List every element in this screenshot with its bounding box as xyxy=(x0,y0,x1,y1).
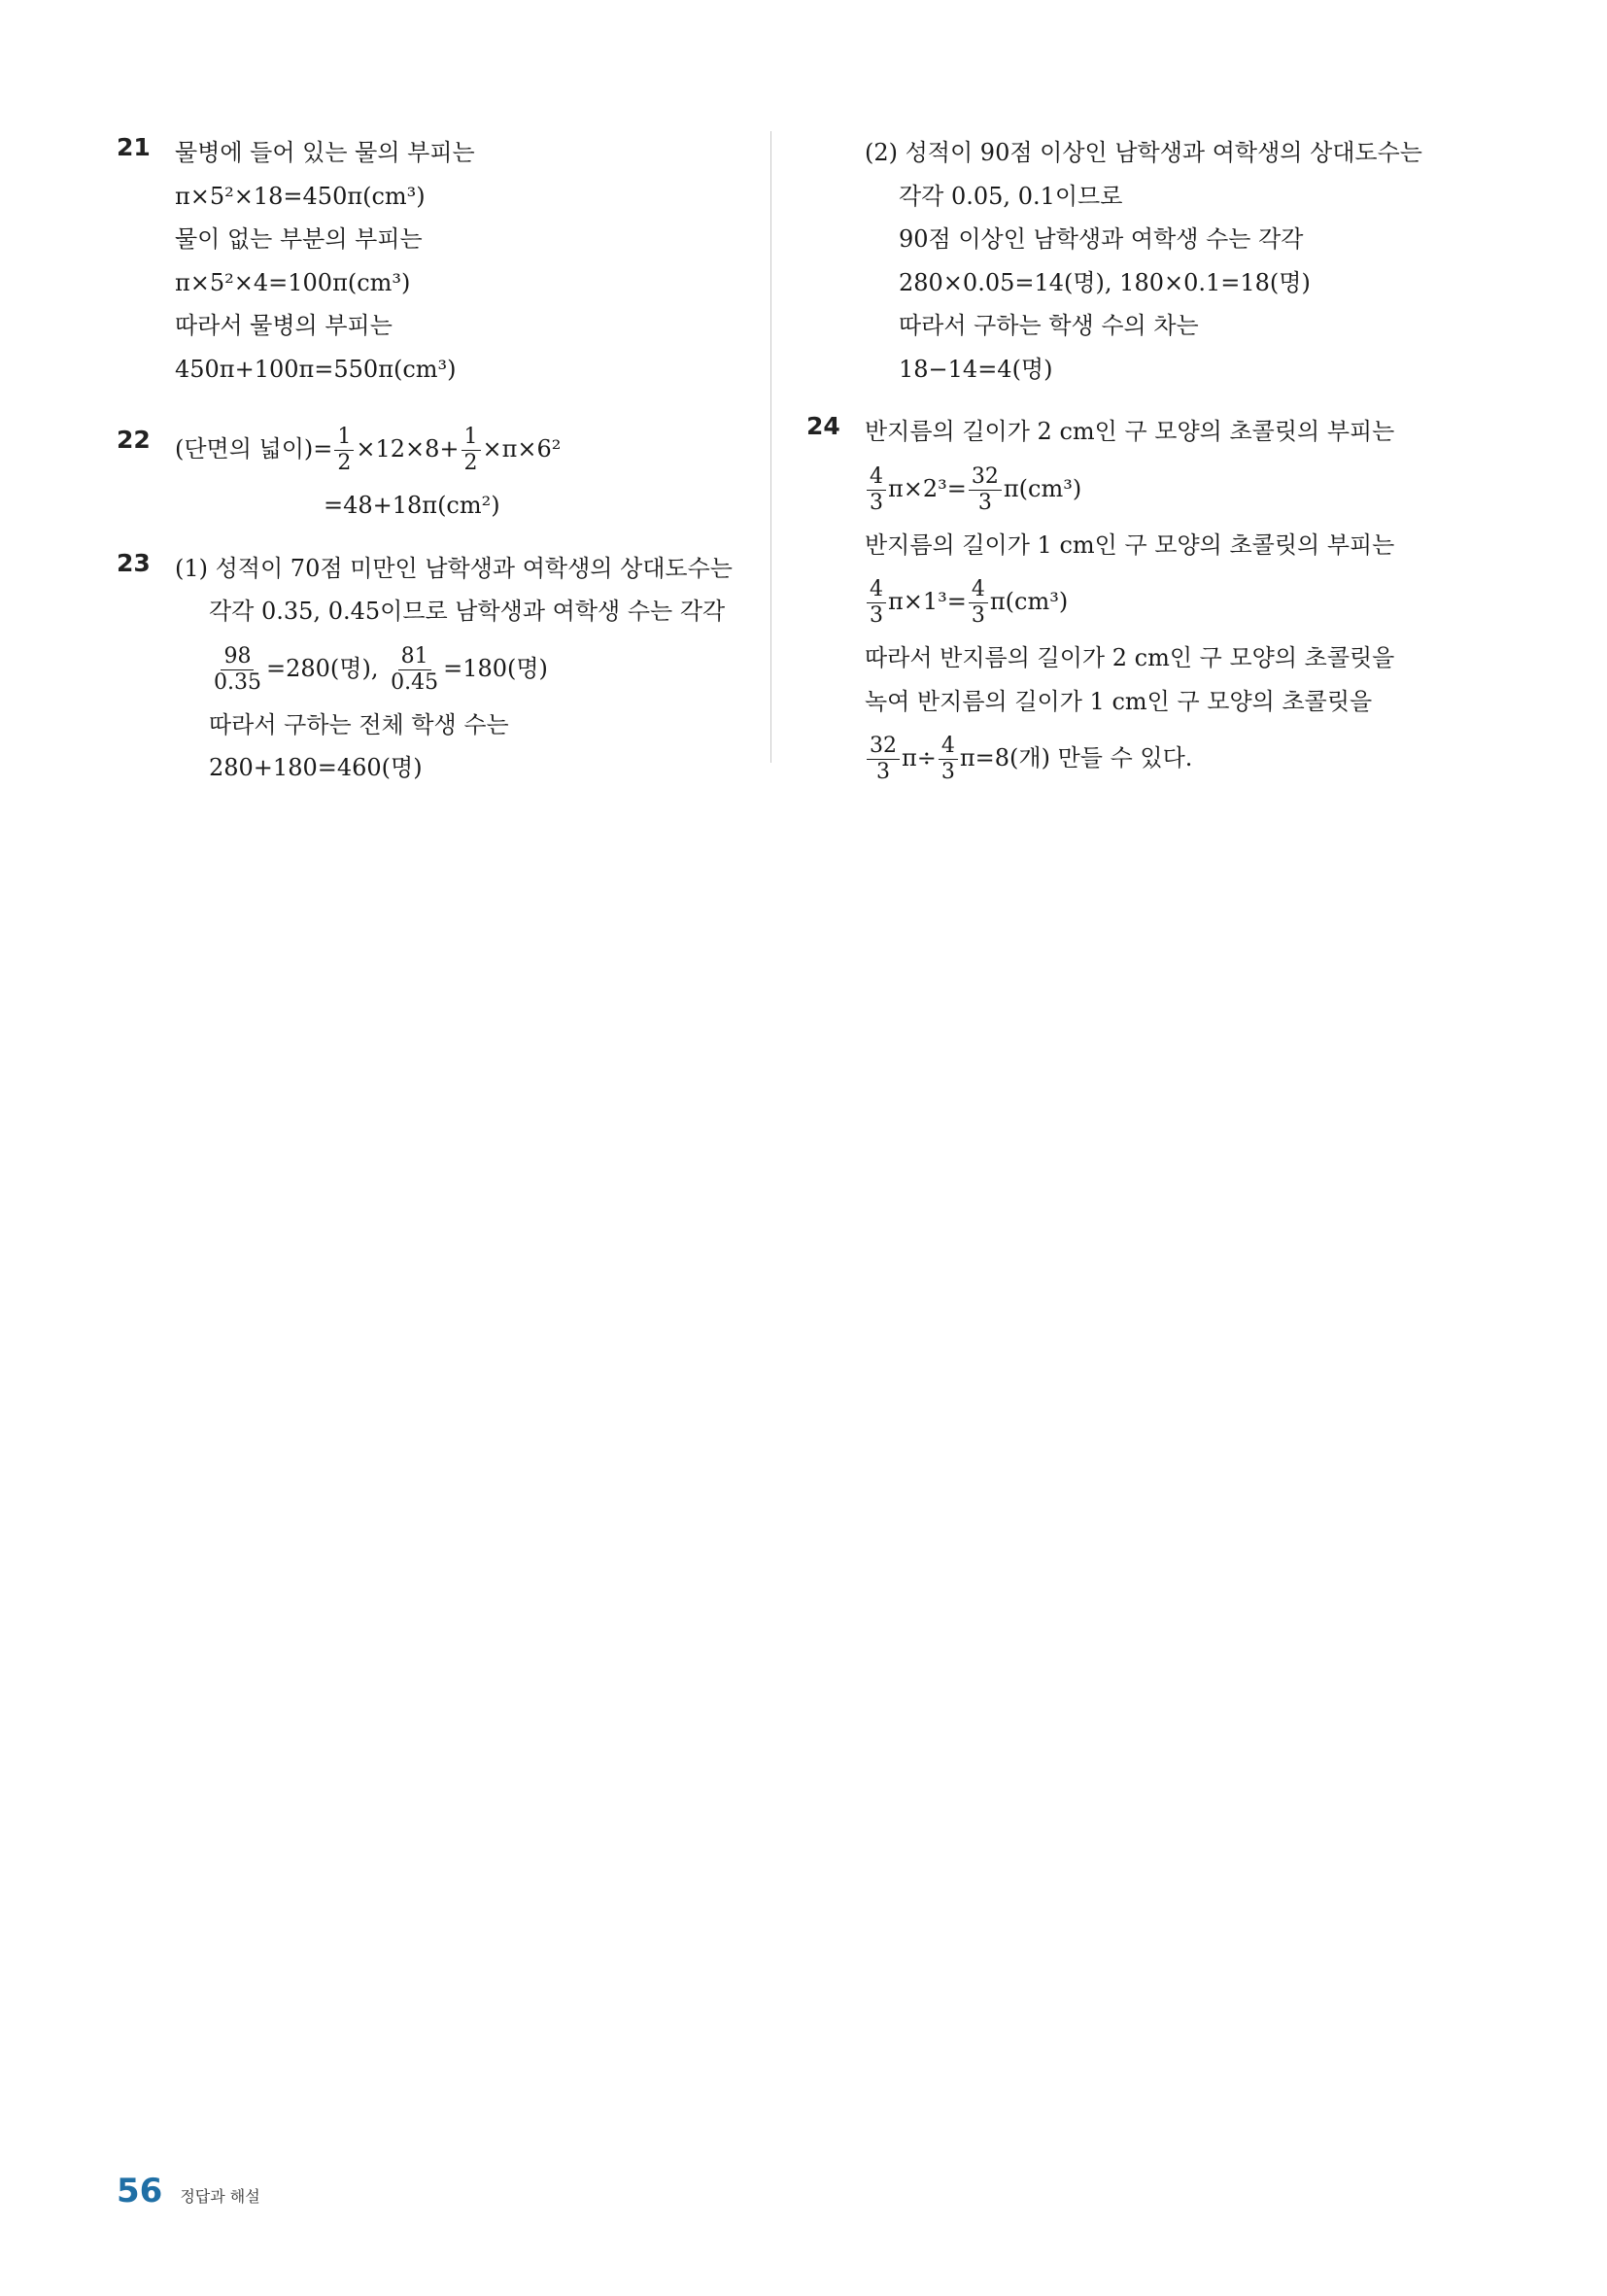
problem-23 xyxy=(117,547,738,790)
expression-text: π(cm³) xyxy=(989,588,1069,615)
fraction xyxy=(462,427,481,474)
fraction xyxy=(334,427,354,474)
denominator: 0.35 xyxy=(214,669,261,695)
right-column xyxy=(806,131,1487,793)
problem-number: 21 xyxy=(117,133,151,161)
solution-line xyxy=(806,566,1487,636)
expression-text: ×12×8+ xyxy=(356,435,460,463)
fraction xyxy=(867,463,886,515)
fraction xyxy=(388,643,441,695)
denominator: 2 xyxy=(463,451,478,475)
expression-text: π÷ xyxy=(902,744,937,771)
solution-line: 280+180=460(명) xyxy=(209,754,423,781)
footer-label: 정답과 해설 xyxy=(180,2187,260,2206)
problem-number: 23 xyxy=(117,548,151,577)
solution-line: 각각 0.05, 0.1이므로 xyxy=(899,182,1123,210)
numerator: 81 xyxy=(398,646,431,670)
solution-line xyxy=(117,634,738,703)
expression-text: π=8(개) 만들 수 있다. xyxy=(959,744,1193,771)
solution-line: 따라서 구하는 학생 수의 차는 xyxy=(899,312,1199,339)
solution-line xyxy=(806,454,1487,524)
solution-line: 반지름의 길이가 1 cm인 구 모양의 초콜릿의 부피는 xyxy=(865,531,1395,559)
expression-text: π(cm³) xyxy=(1003,474,1082,502)
numerator: 4 xyxy=(867,579,886,603)
denominator: 3 xyxy=(870,490,883,515)
page-number: 56 xyxy=(117,2172,163,2210)
denominator: 0.45 xyxy=(391,669,439,695)
page-footer xyxy=(117,2172,260,2210)
expression-text: =280(명), xyxy=(265,654,379,682)
problem-number: 24 xyxy=(806,412,840,440)
denominator: 3 xyxy=(876,760,890,784)
solution-line: 각각 0.35, 0.45이므로 남학생과 여학생 수는 각각 xyxy=(209,598,726,625)
numerator: 32 xyxy=(969,466,1002,491)
solution-line: 물이 없는 부분의 부피는 xyxy=(175,225,423,253)
solution-line: (2) 성적이 90점 이상인 남학생과 여학생의 상대도수는 xyxy=(865,139,1422,166)
solution-line: 따라서 구하는 전체 학생 수는 xyxy=(209,710,509,738)
fraction xyxy=(211,643,264,695)
numerator: 32 xyxy=(867,736,900,760)
expression-text: =180(명) xyxy=(443,654,548,682)
solution-line: (1) 성적이 70점 미만인 남학생과 여학생의 상대도수는 xyxy=(175,554,733,582)
numerator: 98 xyxy=(221,646,254,670)
solution-line: 따라서 물병의 부피는 xyxy=(175,312,393,339)
solution-line: 따라서 반지름의 길이가 2 cm인 구 모양의 초콜릿을 xyxy=(865,644,1395,671)
expression-text: (단면의 넓이)= xyxy=(175,435,333,463)
denominator: 3 xyxy=(971,603,985,628)
solution-line: =48+18π(cm²) xyxy=(324,492,500,519)
denominator: 3 xyxy=(940,760,955,784)
fraction xyxy=(939,736,958,783)
solution-line: 90점 이상인 남학생과 여학생 수는 각각 xyxy=(899,225,1304,253)
solution-line: 반지름의 길이가 2 cm인 구 모양의 초콜릿의 부피는 xyxy=(865,418,1395,445)
solution-line xyxy=(806,723,1487,793)
fraction xyxy=(867,736,900,783)
denominator: 3 xyxy=(977,490,992,515)
numerator: 1 xyxy=(462,427,481,451)
expression-text: ×π×6² xyxy=(482,435,562,463)
solution-line: 녹여 반지름의 길이가 1 cm인 구 모양의 초콜릿을 xyxy=(865,687,1373,715)
solution-line: π×5²×18=450π(cm³) xyxy=(175,182,426,210)
numerator: 1 xyxy=(334,427,354,451)
solution-line: π×5²×4=100π(cm³) xyxy=(175,268,411,296)
numerator: 4 xyxy=(939,736,958,760)
solution-line xyxy=(117,414,738,484)
problem-number: 22 xyxy=(117,426,151,454)
denominator: 3 xyxy=(870,603,883,628)
solution-line: 450π+100π=550π(cm³) xyxy=(175,355,457,383)
expression-text: π×2³= xyxy=(888,474,967,502)
fraction xyxy=(969,463,1002,515)
numerator: 4 xyxy=(867,466,886,491)
solution-line: 280×0.05=14(명), 180×0.1=18(명) xyxy=(899,268,1311,296)
problem-22 xyxy=(117,414,738,528)
fraction xyxy=(867,579,886,627)
problem-21 xyxy=(117,131,738,391)
column-divider xyxy=(770,131,771,763)
denominator: 2 xyxy=(337,451,352,475)
numerator: 4 xyxy=(969,579,988,603)
solution-line: 물병에 들어 있는 물의 부피는 xyxy=(175,139,475,166)
problem-24 xyxy=(806,410,1487,793)
expression-text: π×1³= xyxy=(888,588,967,615)
solution-line: 18−14=4(명) xyxy=(899,355,1053,383)
fraction xyxy=(969,579,988,627)
problem-23-part-2 xyxy=(806,131,1487,391)
left-column xyxy=(117,131,738,790)
